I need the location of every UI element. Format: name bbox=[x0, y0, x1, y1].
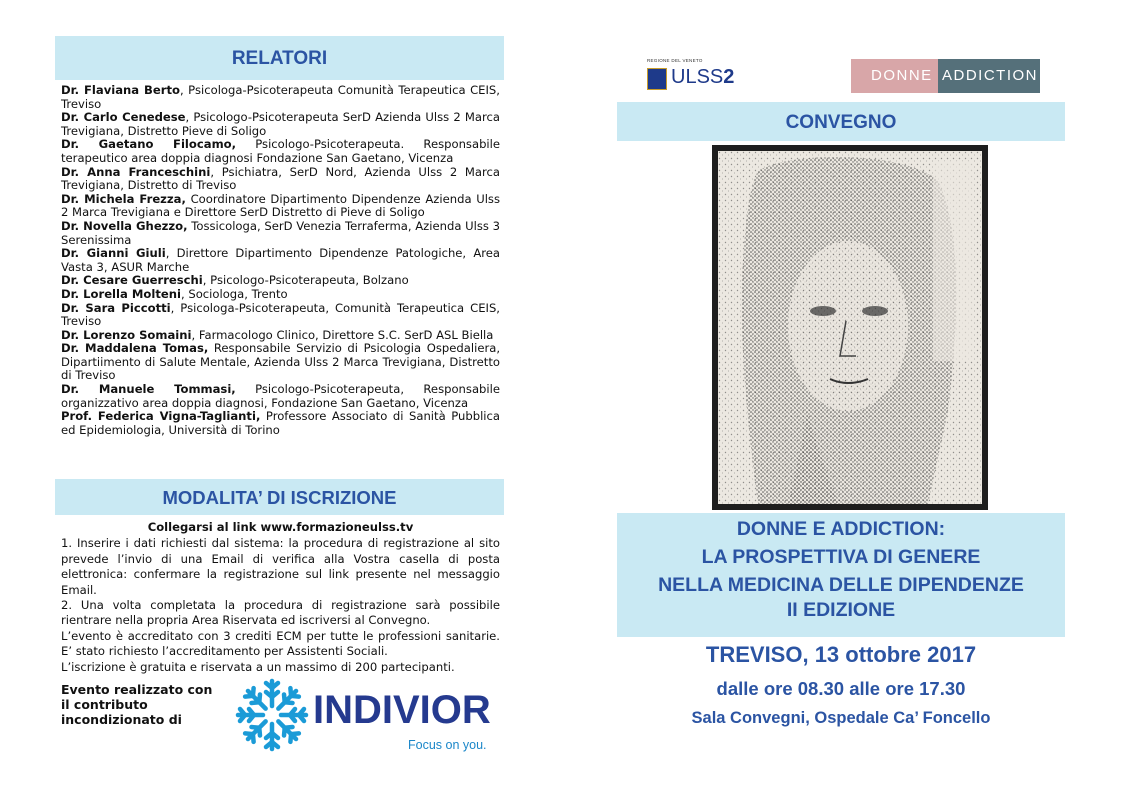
speaker-name: Dr. Carlo Cenedese bbox=[61, 110, 186, 125]
speaker-name: Dr. Sara Piccotti bbox=[61, 300, 171, 315]
right-panel bbox=[617, 0, 1065, 790]
speaker-role: , Psicologo-Psicoterapeuta, Bolzano bbox=[202, 273, 409, 288]
speaker-item bbox=[61, 302, 500, 329]
stipple-portrait-image bbox=[718, 151, 982, 504]
speaker-role: , Sociologa, Trento bbox=[180, 286, 288, 301]
left-panel bbox=[55, 36, 504, 752]
participation-note: L’iscrizione è gratuita e riservata a un massimo di 200 partecipanti. bbox=[61, 659, 455, 674]
speaker-role: , Farmacologo Clinico, Direttore S.C. SerD ASL Biella bbox=[191, 327, 494, 342]
speaker-role: , Psicologo-Psicoterapeuta SerD Azienda Ulss 2 Marca Trevigiana, Distretto Pieve di Soligo bbox=[61, 110, 500, 138]
speaker-name: Dr. Flaviana Berto bbox=[61, 83, 180, 97]
speaker-item bbox=[61, 329, 500, 343]
speaker-item bbox=[61, 342, 500, 383]
speaker-name: Dr. Michela Frezza, bbox=[61, 191, 186, 206]
sponsor-line: incondizionato di bbox=[61, 712, 182, 727]
speaker-item bbox=[61, 166, 500, 193]
speaker-role: Psicologo-Psicoterapeuta, Responsabile organizzativo area doppia diagnosi, Fondazione San Gaetano, Vicenza bbox=[61, 382, 500, 410]
speaker-item bbox=[61, 138, 500, 165]
event-title-line: NELLA MEDICINA DELLE DIPENDENZE bbox=[658, 574, 1024, 596]
ulss-name: ULSS bbox=[671, 66, 724, 88]
speaker-role: Coordinatore Dipartimento Dipendenze Azienda Ulss 2 Marca Trevigiana e Direttore SerD Distretto di Pieve di Soligo bbox=[61, 191, 500, 220]
registration-link[interactable]: Collegarsi al link www.formazioneulss.tv bbox=[147, 520, 414, 534]
speaker-name: Prof. Federica Vigna-Taglianti, bbox=[61, 409, 261, 424]
speaker-role: Psicologo-Psicoterapeuta. Responsabile terapeutico area doppia diagnosi Fondazione San Gaetano, Vicenza bbox=[61, 137, 500, 165]
indivior-snowflake-icon bbox=[233, 676, 311, 754]
ulss-wordmark bbox=[671, 66, 734, 89]
speaker-role: Tossicologa, SerD Venezia Terraferma, Azienda Ulss 3 Serenissima bbox=[61, 218, 500, 247]
speaker-role: , Psicologa-Psicoterapeuta Comunità Terapeutica CEIS, Treviso bbox=[61, 83, 500, 111]
speaker-role: , Psicologa-Psicoterapeuta, Comunità Terapeutica CEIS, Treviso bbox=[61, 300, 500, 329]
relatori-heading: RELATORI bbox=[55, 36, 504, 80]
speaker-list bbox=[55, 80, 504, 437]
donne-logo-right: ADDICTION bbox=[938, 59, 1040, 93]
indivior-tagline: Focus on you. bbox=[408, 738, 487, 752]
event-title-line: LA PROSPETTIVA DI GENERE bbox=[701, 546, 981, 568]
speaker-name: Dr. Novella Ghezzo, bbox=[61, 218, 188, 233]
speaker-item bbox=[61, 410, 500, 437]
event-date: TREVISO, 13 ottobre 2017 bbox=[705, 642, 977, 667]
speaker-item bbox=[61, 274, 500, 288]
event-title-line: II EDIZIONE bbox=[786, 599, 896, 621]
speaker-name: Dr. Gaetano Filocamo, bbox=[61, 137, 237, 152]
ulss2-logo bbox=[647, 58, 735, 94]
speaker-item bbox=[61, 111, 500, 138]
speaker-item bbox=[61, 247, 500, 274]
speaker-item bbox=[61, 84, 500, 111]
speaker-role: Responsabile Servizio di Psicologia Ospedaliera, Dipartiimento di Salute Mentale, Azienda Ulss 2 Marca Trevigiana, Distretto di Treviso bbox=[61, 341, 501, 383]
ulss-region-label: REGIONE DEL VENETO bbox=[647, 58, 703, 63]
event-title bbox=[617, 513, 1065, 637]
accreditation-note: L’evento è accreditato con 3 crediti ECM per tutte le professioni sanitarie. E’ stato richiesto l’accreditamento per Assistenti Sociali. bbox=[61, 628, 500, 659]
speaker-item bbox=[61, 383, 500, 410]
ulss-number: 2 bbox=[723, 66, 735, 88]
speaker-name: Dr. Gianni Giuli bbox=[61, 246, 166, 261]
event-title-line: DONNE E ADDICTION: bbox=[736, 518, 946, 540]
indivior-logo bbox=[233, 676, 505, 786]
speaker-name: Dr. Manuele Tommasi, bbox=[61, 382, 236, 397]
sponsor-line: il contributo bbox=[61, 697, 148, 712]
registration-step: 1. Inserire i dati richiesti dal sistema: la procedura di registrazione al sito prevede l’invio di una Email di verifica alla Vostra casella di posta elettronica: confermare la registrazione sul link presente nel messaggio Email. bbox=[61, 536, 500, 597]
portrait-drawing bbox=[718, 151, 982, 504]
speaker-role: , Psichiatra, SerD Nord, Azienda Ulss 2 Marca Trevigiana, Distretto di Treviso bbox=[61, 164, 501, 193]
portrait-artwork bbox=[712, 145, 988, 510]
speaker-name: Dr. Lorenzo Somaini bbox=[61, 327, 192, 342]
speaker-role: , Direttore Dipartimento Dipendenze Patologiche, Area Vasta 3, ASUR Marche bbox=[61, 246, 500, 274]
sponsor-note bbox=[61, 682, 221, 727]
speaker-name: Dr. Maddalena Tomas, bbox=[61, 341, 209, 356]
sponsor-line: Evento realizzato con bbox=[61, 682, 213, 697]
modalita-heading: MODALITA’ DI ISCRIZIONE bbox=[55, 479, 504, 515]
donne-addiction-logo bbox=[851, 59, 1040, 93]
donne-logo-left: DONNE bbox=[851, 59, 938, 93]
veneto-shield-icon bbox=[647, 68, 667, 90]
convegno-heading: CONVEGNO bbox=[617, 102, 1065, 141]
speaker-item bbox=[61, 220, 500, 247]
registration-step: 2. Una volta completata la procedura di registrazione sarà possibile rientrare nella propria Area Riservata ed iscriversi al Convegno. bbox=[61, 598, 500, 628]
speaker-name: Dr. Cesare Guerreschi bbox=[61, 273, 203, 288]
speaker-name: Dr. Anna Franceschini bbox=[61, 164, 211, 179]
event-venue: Sala Convegni, Ospedale Ca’ Foncello bbox=[691, 709, 991, 727]
registration-instructions bbox=[55, 520, 504, 675]
speaker-role: Professore Associato di Sanità Pubblica ed Epidemiologia, Università di Torino bbox=[61, 409, 500, 437]
indivior-wordmark: INDIVIOR bbox=[313, 688, 491, 732]
speaker-name: Dr. Lorella Molteni bbox=[61, 286, 181, 301]
event-hours: dalle ore 08.30 alle ore 17.30 bbox=[716, 678, 966, 699]
speaker-item bbox=[61, 288, 500, 302]
speaker-item bbox=[61, 193, 500, 220]
